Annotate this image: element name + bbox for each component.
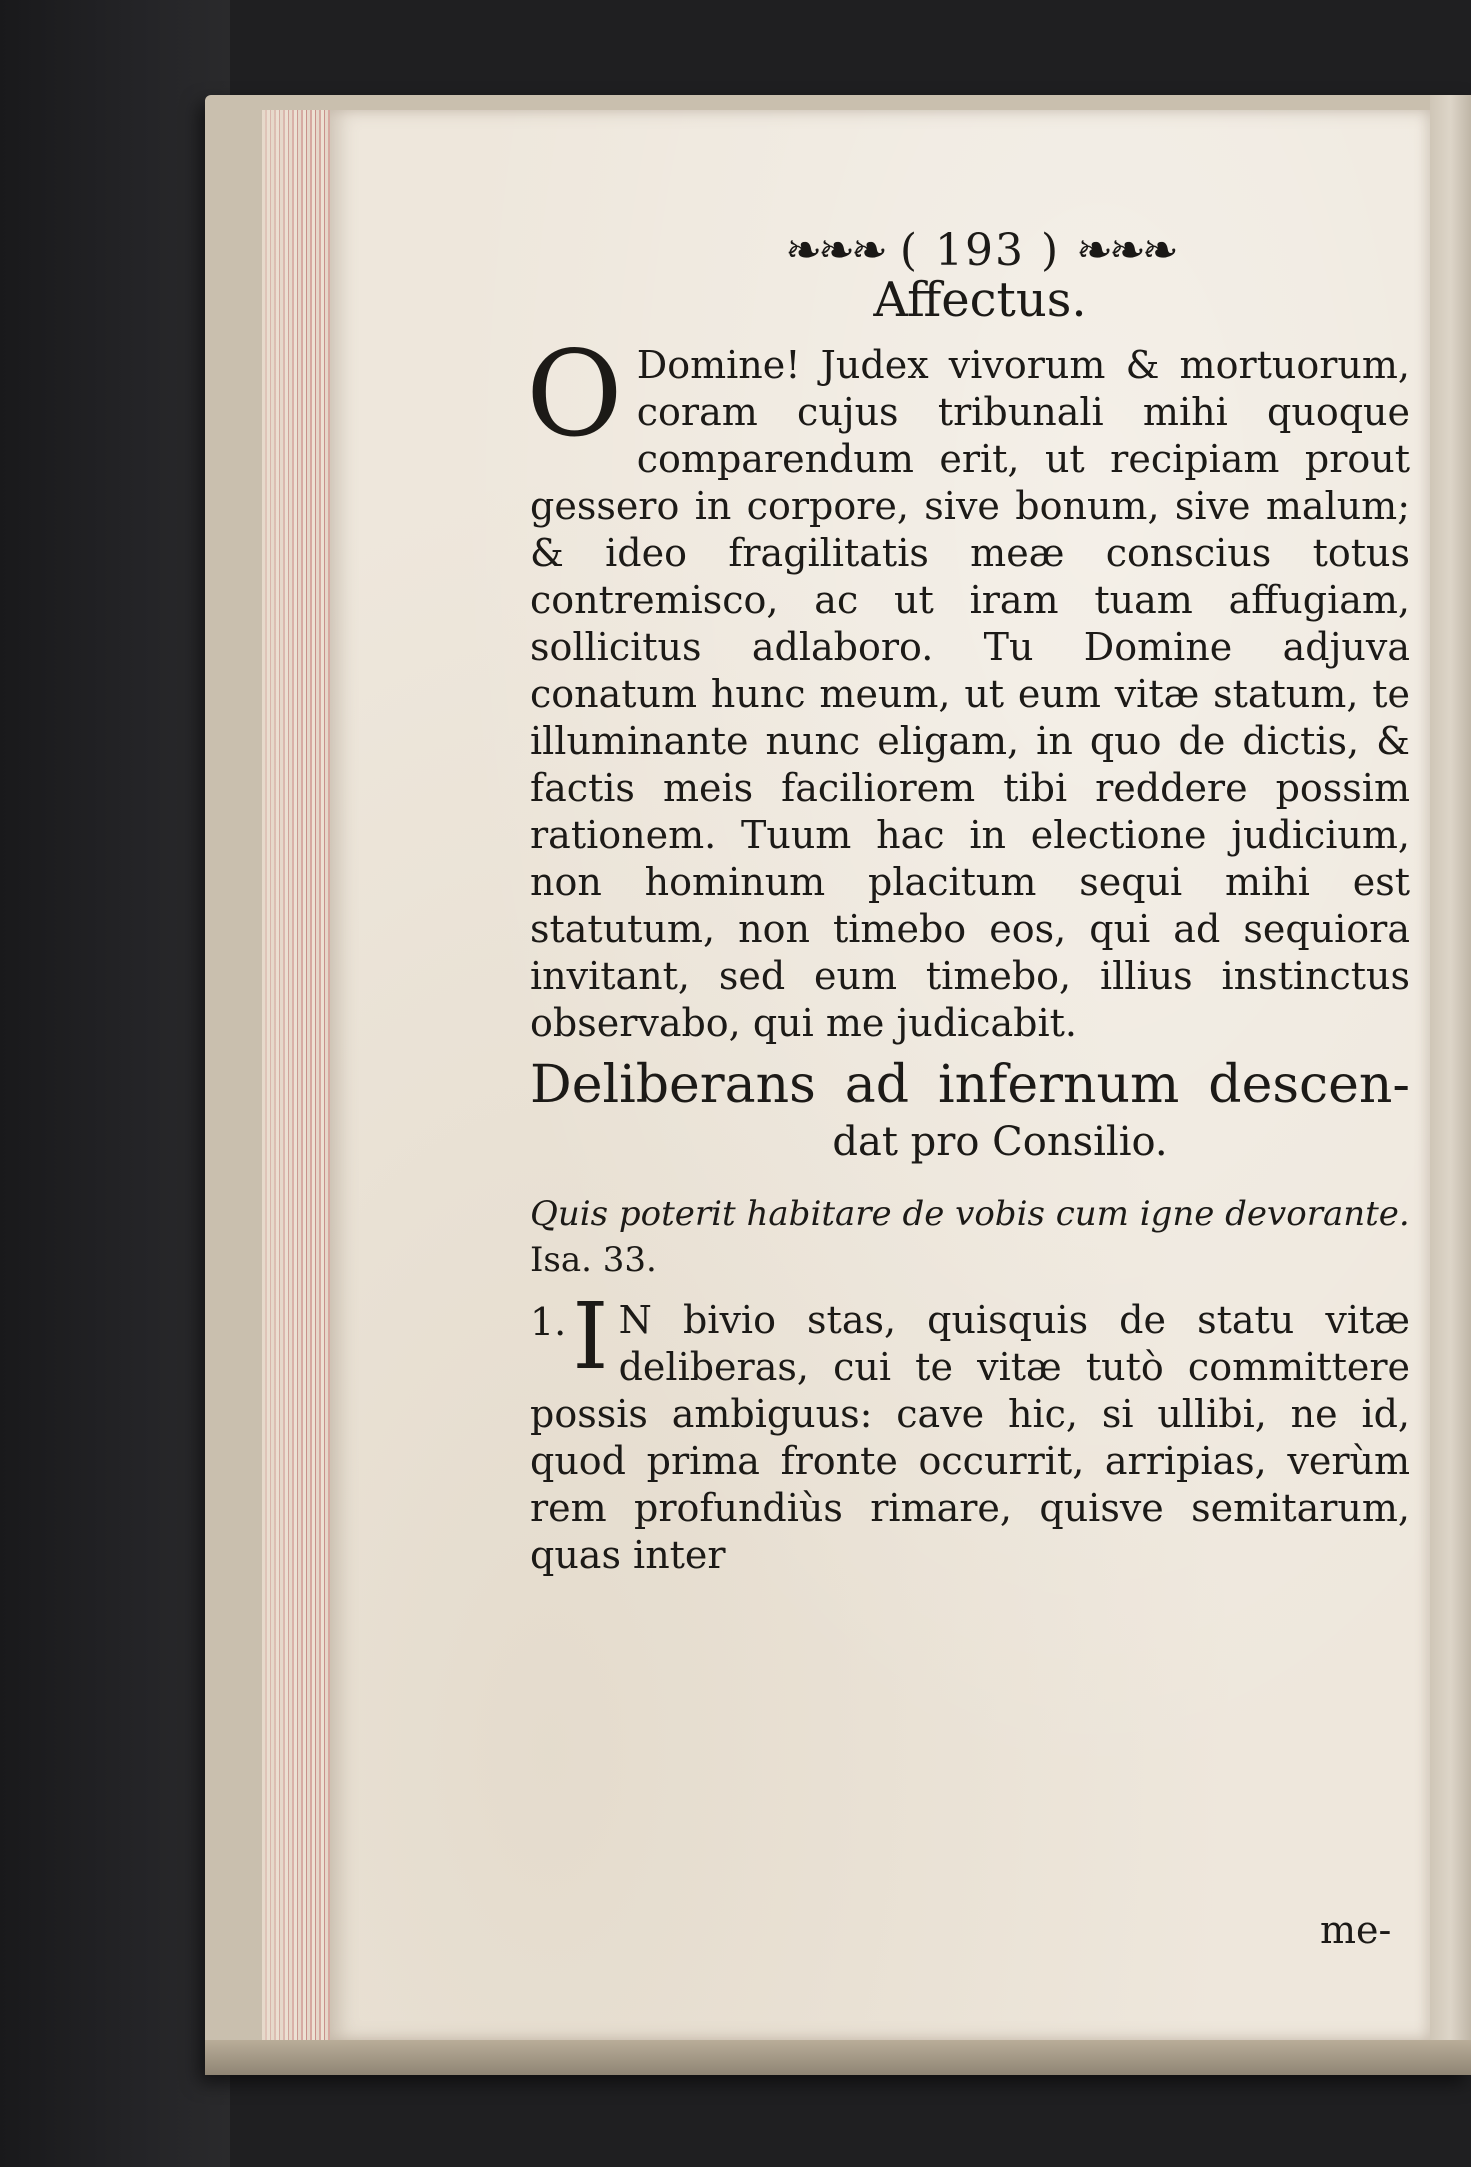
facing-page-edge xyxy=(1430,95,1471,2055)
background-shadow xyxy=(0,0,230,2167)
quote-text: Quis poterit habitare de vobis cum igne devorante. xyxy=(530,1194,1410,1234)
chapter-heading-line1: Deliberans ad infernum descen- xyxy=(530,1055,1410,1115)
drop-cap: O xyxy=(526,325,623,463)
quote-reference: Isa. 33. xyxy=(530,1240,657,1280)
numbered-paragraph xyxy=(530,1283,1410,1579)
ornament-left-icon: ❧❧❧ xyxy=(785,225,884,276)
paragraph-text: N bivio stas, quisquis de statu vitæ deliberas, cui te vitæ tutò committere possis ambiguus: cave hic, si ullibi, ne id, quod prima fronte occurrit, arripias, verùm rem profundiùs rimare, quisve semitarum, quas inter xyxy=(530,1298,1410,1577)
drop-cap-2: I xyxy=(572,1283,609,1390)
page-header xyxy=(550,225,1410,276)
chapter-heading-line2: dat pro Consilio. xyxy=(832,1119,1168,1165)
section-title: Affectus. xyxy=(873,272,1087,328)
prayer-text: Domine! Judex vivorum & mortuorum, coram cujus tribunali mihi quoque comparendum erit, ut recipiam prout gessero in corpore, sive bonum, sive malum; & ideo fragilitatis meæ conscius totus contremisco, ac ut iram tuam affugiam, sollicitus adlaboro. Tu Domine adjuva conatum hunc meum, ut eum vitæ statum, te illuminante nunc eligam, in quo de dictis, & factis meis faciliorem tibi reddere possim rationem. Tuum hac in electione judicium, non hominum placitum sequi mihi est statutum, non timebo eos, qui ad sequiora invitant, sed eum timebo, illius instinctus observabo, qui me judicabit. xyxy=(530,343,1410,1045)
ornament-right-icon: ❧❧❧ xyxy=(1076,225,1175,276)
prayer-paragraph xyxy=(526,325,1410,1047)
scripture-quote xyxy=(530,1191,1410,1283)
book-bottom-board xyxy=(205,2040,1471,2075)
page-text xyxy=(526,225,1410,1579)
paragraph-number: 1. xyxy=(530,1300,567,1344)
page-number: ( 193 ) xyxy=(899,225,1061,276)
catchword: me- xyxy=(1320,1908,1392,1952)
